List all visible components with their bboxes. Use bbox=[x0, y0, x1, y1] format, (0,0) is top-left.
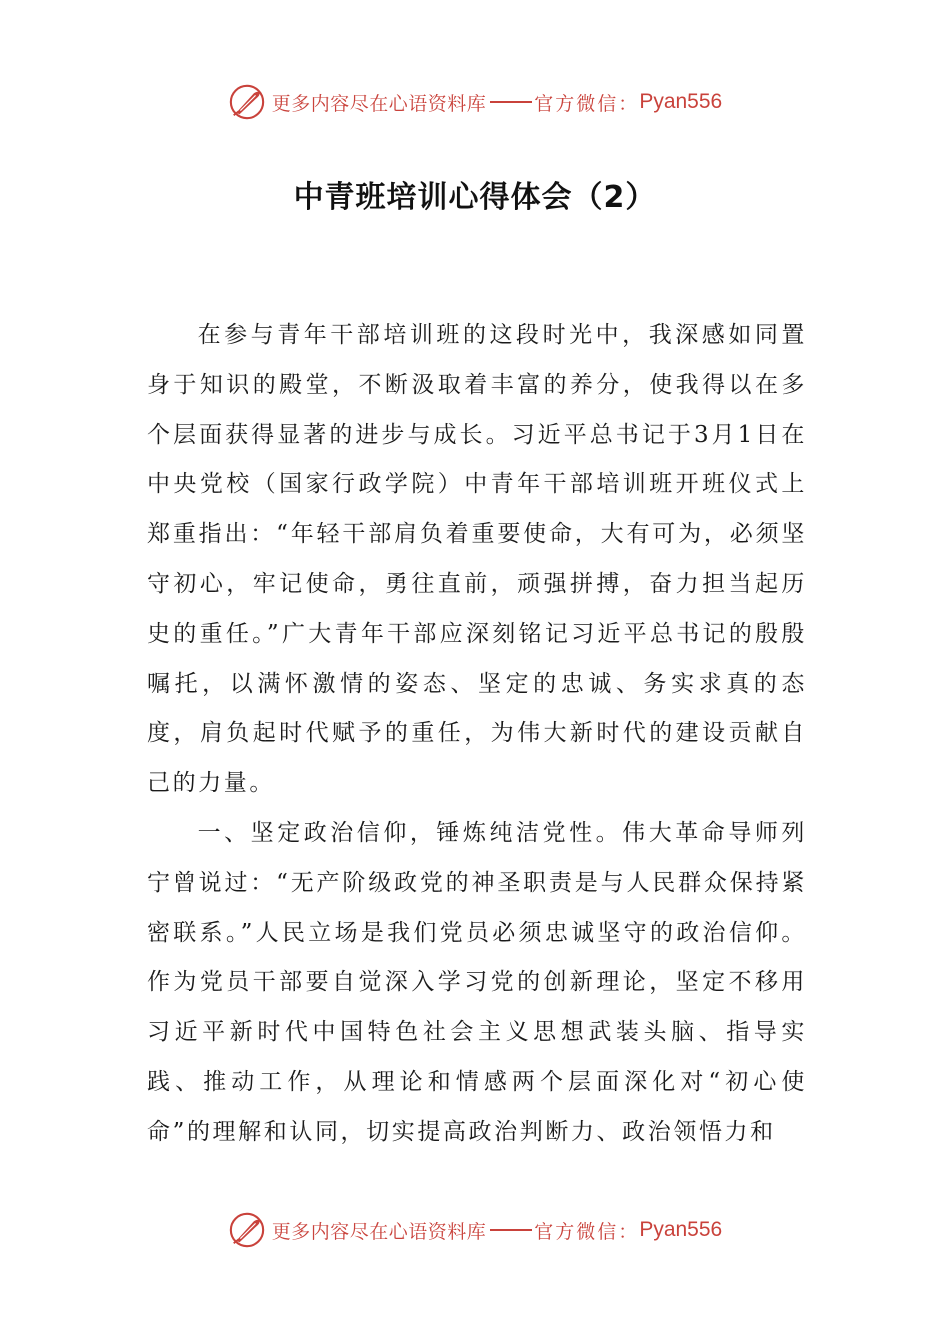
banner-wechat-label: 官方微信： bbox=[534, 1220, 640, 1243]
banner-site-text: 更多内容尽在心语资料库 bbox=[271, 1220, 487, 1243]
document-body bbox=[147, 311, 807, 1158]
banner-site-text: 更多内容尽在心语资料库 bbox=[271, 92, 487, 115]
banner-wechat-id: Pyan556 bbox=[639, 1218, 723, 1241]
quill-pen-logo-icon bbox=[228, 1211, 266, 1249]
banner-wechat-label: 官方微信： bbox=[534, 92, 640, 115]
header-banner[interactable] bbox=[0, 80, 950, 124]
quill-pen-logo-icon bbox=[228, 83, 266, 121]
banner-dash-divider bbox=[490, 101, 532, 103]
document-title: 中青班培训心得体会（2） bbox=[293, 180, 657, 215]
banner-wechat-id: Pyan556 bbox=[639, 90, 723, 113]
footer-banner[interactable] bbox=[0, 1208, 950, 1252]
body-paragraph: 一、坚定政治信仰，锤炼纯洁党性。伟大革命导师列宁曾说过：“无产阶级政党的神圣职责是与人民群众保持紧密联系。”人民立场是我们党员必须忠诚坚守的政治信仰。作为党员干部要自觉深入学习党的创新理论，坚定不移用习近平新时代中国特色社会主义思想武装头脑、指导实践、推动工作，从理论和情感两个层面深化对“初心使命”的理解和认同，切实提高政治判断力、政治领悟力和 bbox=[147, 819, 807, 1145]
body-paragraph: 在参与青年干部培训班的这段时光中，我深感如同置身于知识的殿堂，不断汲取着丰富的养分，使我得以在多个层面获得显著的进步与成长。习近平总书记于3月1日在中央党校（国家行政学院）中青年干部培训班开班仪式上郑重指出：“年轻干部肩负着重要使命，大有可为，必须坚守初心，牢记使命，勇往直前，顽强拼搏，奋力担当起历史的重任。”广大青年干部应深刻铭记习近平总书记的殷殷嘱托，以满怀激情的姿态、坚定的忠诚、务实求真的态度，肩负起时代赋予的重任，为伟大新时代的建设贡献自己的力量。 bbox=[147, 322, 807, 797]
banner-dash-divider bbox=[490, 1229, 532, 1231]
